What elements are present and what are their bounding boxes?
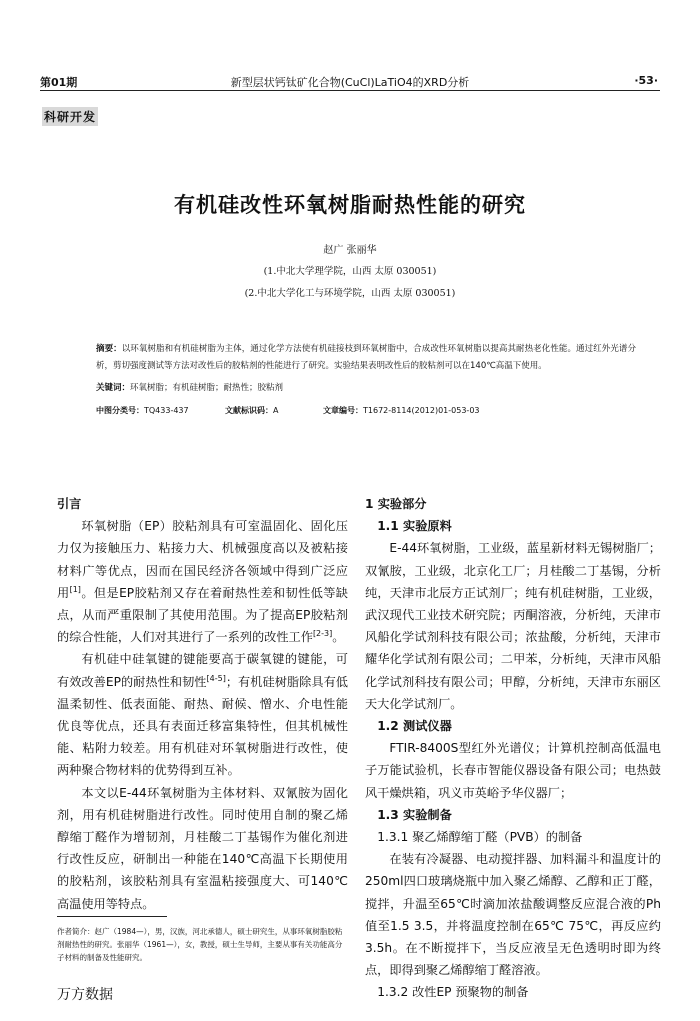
keywords [96,381,283,393]
authors: 赵广 张丽华 [323,245,377,256]
article-number [323,405,480,416]
intro-paragraph-1: 环氧树脂（EP）胶粘剂具有可室温固化、固化压力仅为接触压力、粘接力大、机械强度高以及被粘接材料广等优点，因而在国民经济各领域中得到广泛应用[1]。但是EP胶粘剂又存在着耐热性差和韧性低等缺点，从而严重限制了其使用范围。为了提高EP胶粘剂的综合性能，人们对其进行了一系列的改性工作[2-3]。 [57,519,348,645]
running-title: 新型层状钙钛矿化合物(CuCl)LaTiO4的XRD分析 [230,76,470,89]
doc-code [225,405,278,416]
abstract-label: 摘要： [96,344,122,354]
affiliation-2: (2.中北大学化工与环境学院，山西 太原 030051) [244,288,456,299]
right-column [365,493,661,1004]
intro-heading: 引言 [57,497,82,511]
author-footnote: 作者简介：赵广（1984—），男，汉族，河北承德人，硕士研究生，从事环氧树脂胶粘剂耐热性的研究。张丽华（1961—），女，教授，硕士生导师，主要从事有关功能高分子材料的制备及性能研究。 [57,927,343,962]
wanfang-watermark: 万方数据 [57,987,113,1003]
citation-4-5: [4-5] [206,673,226,683]
citation-2-3: [2-3] [312,629,333,639]
doc-label: 文献标识码： [225,406,273,415]
section-1-3-1-heading: 1.3.1 聚乙烯醇缩丁醛（PVB）的制备 [377,830,583,845]
materials-paragraph: E-44环氧树脂，工业级，蓝星新材料无锡树脂厂；双氰胺，工业级，北京化工厂；月桂酸二丁基锡，分析纯，天津市北辰方正试剂厂；纯有机硅树脂，工业级，武汉现代工业技术研究院；丙酮溶液，分析纯，天津市风船化学试剂科技有限公司；浓盐酸，分析纯，天津市耀华化学试剂有限公司；二甲苯，分析纯，天津市风船化学试剂科技有限公司；甲醇，分析纯，天津市东丽区天大化学试剂厂。 [365,541,661,711]
abstract-text: 以环氧树脂和有机硅树脂为主体，通过化学方法使有机硅接枝到环氧树脂中，合成改性环氧树脂以提高其耐热老化性能。通过红外光谱分析，剪切强度测试等方法对改性后的胶粘剂的性能进行了研究。实验结果表明改性后的胶粘剂可以在140℃高温下使用。 [96,344,636,371]
issue-number: 第01期 [40,76,78,89]
header-rule [40,90,660,91]
doc-value: A [273,406,279,415]
clc-value: TQ433-437 [144,406,189,415]
footnote-rule [57,916,167,917]
section-tag: 科研开发 [42,107,98,126]
intro-paragraph-3: 本文以E-44环氧树脂为主体材料、双氰胺为固化剂，用有机硅树脂进行改性。同时使用自制的聚乙烯醇缩丁醛作为增韧剂，月桂酸二丁基锡作为催化剂进行改性反应，研制出一种能在140℃高温下长期使用的胶粘剂，该胶粘剂具有室温粘接强度大、可140℃高温使用等特点。 [57,785,348,911]
instruments-paragraph: FTIR-8400S型红外光谱仪；计算机控制高低温电子万能试验机，长春市智能仪器设备有限公司；电热鼓风干燥烘箱，巩义市英峪予华仪器厂； [365,741,661,800]
intro-paragraph-2: 有机硅中硅氧键的键能要高于碳氧键的键能，可有效改善EP的耐热性和韧性[4-5]；有机硅树脂除具有低温柔韧性、低表面能、耐热、耐候、憎水、介电性能优良等优点，还具有表面迁移富集特性，但其机械性能、粘附力较差。用有机硅对环氧树脂进行改性，使两种聚合物材料的优势得到互补。 [57,652,348,778]
section-1-1-heading: 1.1 实验原料 [377,519,452,534]
clc-label: 中图分类号： [96,406,144,415]
affiliation-1: (1.中北大学理学院，山西 太原 030051) [263,266,437,277]
keywords-label: 关键词： [96,383,131,393]
section-1-3-2-heading: 1.3.2 改性EP 预聚物的制备 [377,985,529,1000]
article-value: T1672-8114(2012)01-053-03 [363,406,480,415]
section-1-3-heading: 1.3 实验制备 [377,807,452,822]
section-1-2-heading: 1.2 测试仪器 [377,719,452,734]
page-number: ·53· [634,74,658,87]
article-label: 文章编号： [323,406,363,415]
left-column [57,493,348,915]
paper-title: 有机硅改性环氧树脂耐热性能的研究 [174,193,526,217]
citation-1: [1] [69,584,81,594]
abstract [96,341,636,375]
section-1-heading: 1 实验部分 [365,497,427,511]
pvb-paragraph: 在装有冷凝器、电动搅拌器、加料漏斗和温度计的250ml四口玻璃烧瓶中加入聚乙烯醇、乙醇和正丁醛，搅拌，升温至65℃时滴加浓盐酸调整反应混合液的Ph值至1.5 3.5，并将温度控制在65℃ 75℃，再反应约3.5h。在不断搅拌下，当反应液呈无色透明时即为终点，即得到聚乙烯醇缩丁醛溶液。 [365,852,661,978]
clc-number [96,405,189,416]
keywords-text: 环氧树脂；有机硅树脂；耐热性；胶粘剂 [130,383,284,393]
